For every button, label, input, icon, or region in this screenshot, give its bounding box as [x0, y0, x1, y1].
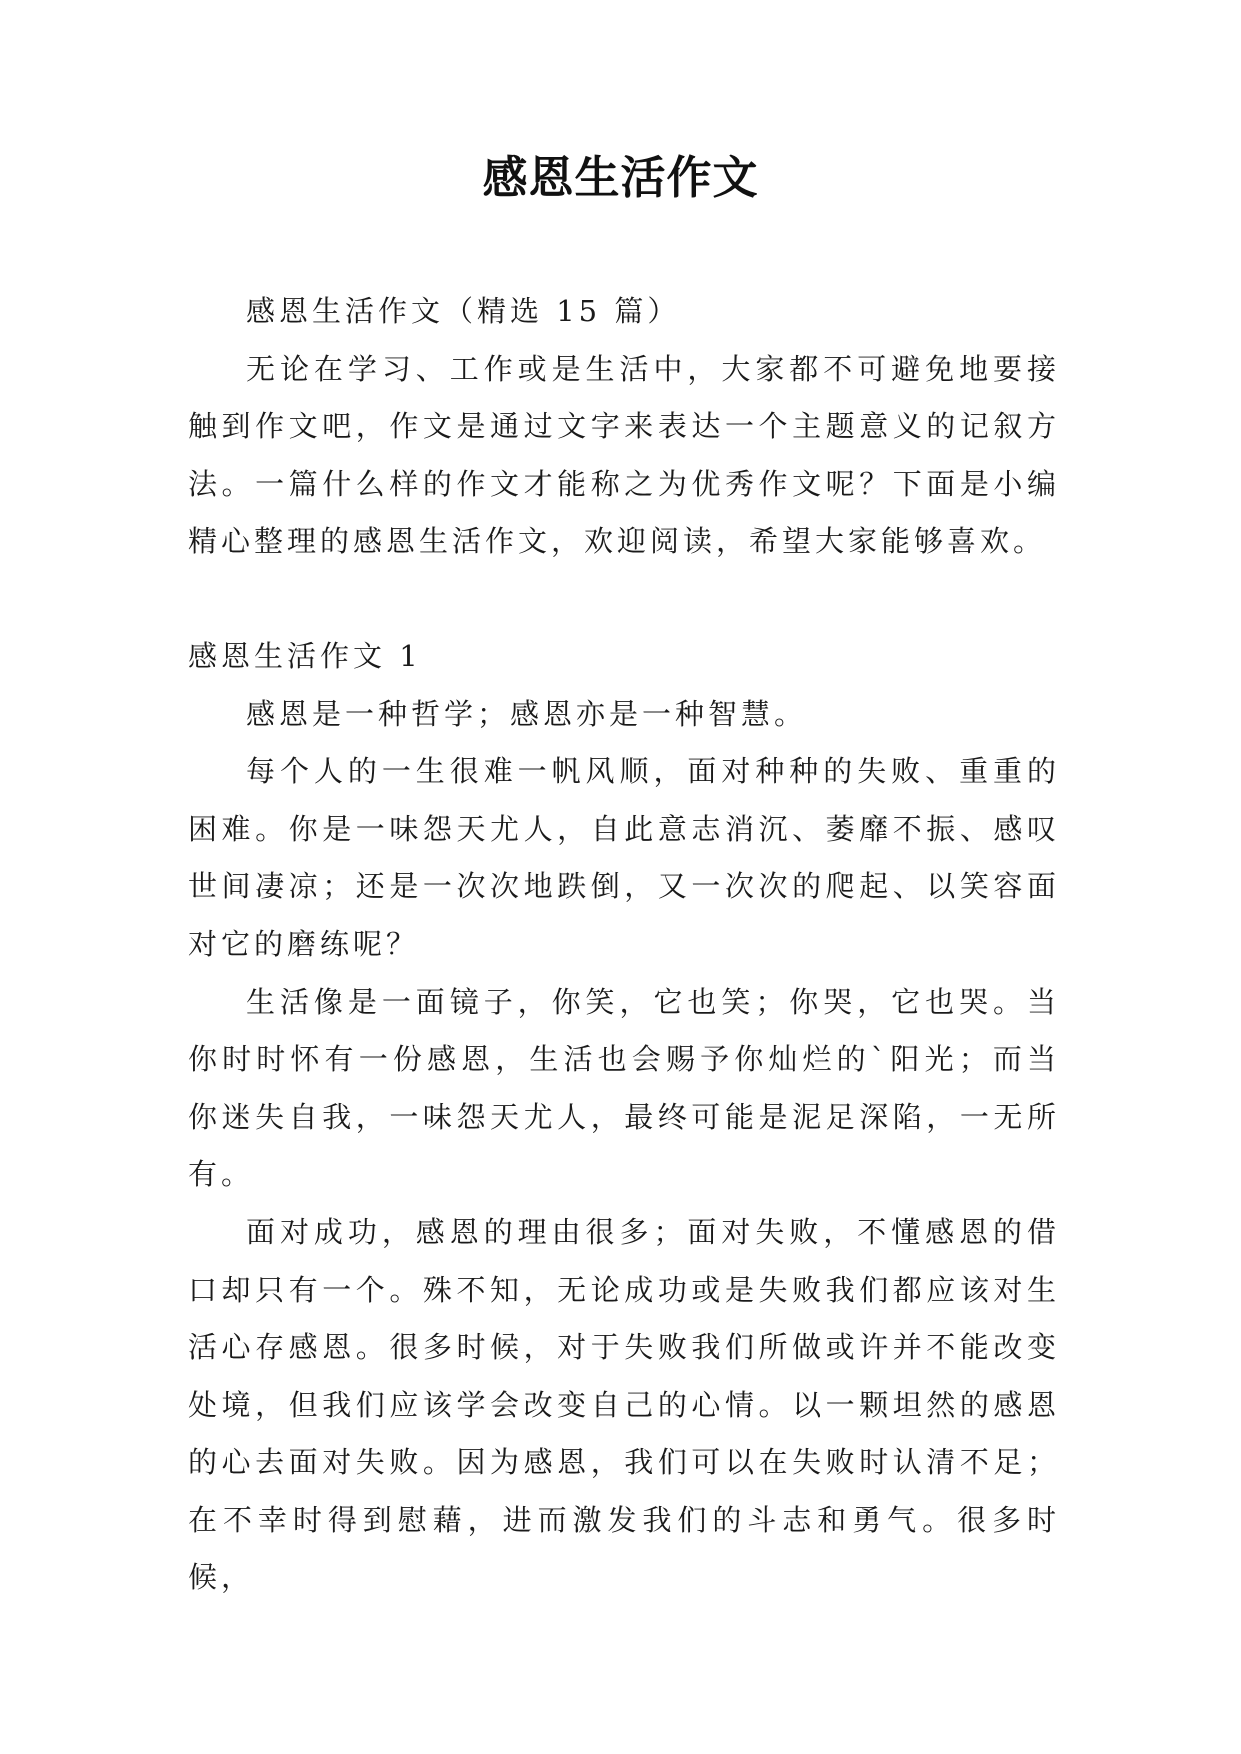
body-paragraph: 感恩是一种哲学；感恩亦是一种智慧。: [246, 696, 808, 731]
document-title: 感恩生活作文: [482, 151, 759, 204]
body-paragraph: 每个人的一生很难一帆风顺，面对种种的失败、重重的困难。你是一味怨天尤人，自此意志消沉、萎靡不振、感叹世间凄凉；还是一次次地跌倒，又一次次的爬起、以笑容面对它的磨练呢？: [188, 754, 1060, 961]
intro-paragraph: 无论在学习、工作或是生活中，大家都不可避免地要接触到作文吧，作文是通过文字来表达一个主题意义的记叙方法。一篇什么样的作文才能称之为优秀作文呢？下面是小编精心整理的感恩生活作文，欢迎阅读，希望大家能够喜欢。: [188, 351, 1060, 559]
section-heading: 感恩生活作文 1: [188, 638, 422, 673]
body-paragraph: 面对成功，感恩的理由很多；面对失败，不懂感恩的借口却只有一个。殊不知，无论成功或是失败我们都应该对生活心存感恩。很多时候，对于失败我们所做或许并不能改变处境，但我们应该学会改变自己的心情。以一颗坦然的感恩的心去面对失败。因为感恩，我们可以在失败时认清不足；在不幸时得到慰藉，进而激发我们的斗志和勇气。很多时候，: [188, 1214, 1060, 1595]
document-subtitle: 感恩生活作文（精选 15 篇）: [246, 294, 681, 328]
document-body: [188, 283, 1060, 1607]
body-paragraph: 生活像是一面镜子，你笑，它也笑；你哭，它也哭。当你时时怀有一份感恩，生活也会赐予你灿烂的`阳光；而当你迷失自我，一味怨天尤人，最终可能是泥足深陷，一无所有。: [188, 984, 1060, 1192]
